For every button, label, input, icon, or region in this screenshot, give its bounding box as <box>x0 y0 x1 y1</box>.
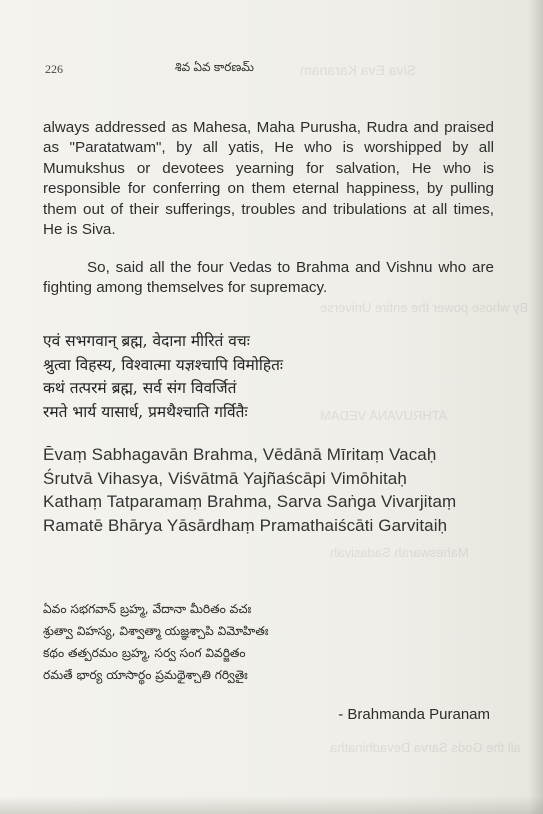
page-number: 226 <box>45 62 63 76</box>
sanskrit-verse <box>43 330 503 424</box>
telugu-line: శ్రుత్వా విహస్య, విశ్వాత్మా యజ్ఞశ్చాపి విమోహితః <box>43 624 269 638</box>
show-through-text: all the Gods Sarva Devadhinatha <box>330 740 521 755</box>
page-edge-shadow <box>529 0 543 814</box>
body-paragraph-2: So, said all the four Vedas to Brahma and Vishnu who are fighting among themselves for supremacy. <box>43 259 494 297</box>
telugu-line: ఏవం సభగవాన్ బ్రహ్మ, వేదానా మీరితం వచః <box>43 602 252 616</box>
page-header <box>45 60 495 80</box>
sanskrit-line: एवं सभगवान् ब्रह्म, वेदाना मीरितं वचः <box>43 332 250 350</box>
sanskrit-line: श्रुत्वा विहस्य, विश्वात्मा यज्ञश्चापि विमोहितः <box>43 355 284 374</box>
show-through-text: Siva Eva Karanam <box>300 62 416 78</box>
show-through-text: Maheswarah Sadasivah <box>330 545 469 560</box>
transliteration-line: Ēvaṃ Sabhagavān Brahma, Vēdānā Mīritaṃ Vacaḥ <box>43 445 437 464</box>
telugu-verse <box>43 598 483 686</box>
show-through-text: ATHRUVANA VEDAM <box>320 408 448 423</box>
source-citation: - Brahmanda Puranam <box>338 706 490 723</box>
running-head: శివ ఏవ కారణమ్ <box>175 60 254 74</box>
telugu-line: రమతే భార్య యాసార్థం ప్రమథైశ్చాతి గర్వితైః <box>43 668 248 682</box>
transliteration-line: Śrutvā Vihasya, Viśvātmā Yajñaścāpi Vimōhitaḥ <box>43 468 407 488</box>
body-paragraph-1: always addressed as Mahesa, Maha Purusha, Rudra and praised as "Paratatwam", by all yatis, He who is worshipped by all Mumukshus or devotees yearning for salvation, He who is responsible for conferring on them eternal happiness, by pulling them out of their sufferings, troubles and tribulations at all times, He is Siva. <box>43 119 494 239</box>
show-through-text: By whose power the entire Universe <box>320 300 529 315</box>
sanskrit-line: कथं तत्परमं ब्रह्म, सर्व संग विवर्जितं <box>43 379 237 397</box>
transliteration-line: Ramatē Bhārya Yāsārdhaṃ Pramathaiścāti Garvitaiḥ <box>43 515 448 535</box>
sanskrit-line: रमते भार्य यासार्ध, प्रमथैश्चाति गर्वितैः <box>43 402 248 421</box>
transliteration-line: Kathaṃ Tatparamaṃ Brahma, Sarva Saṅga Vivarjitaṃ <box>43 492 457 511</box>
telugu-line: కథం తత్పరమం బ్రహ్మ, సర్వ సంగ వివర్జితం <box>43 646 246 660</box>
transliteration-verse <box>43 443 513 537</box>
page-bottom-shadow <box>0 796 543 814</box>
